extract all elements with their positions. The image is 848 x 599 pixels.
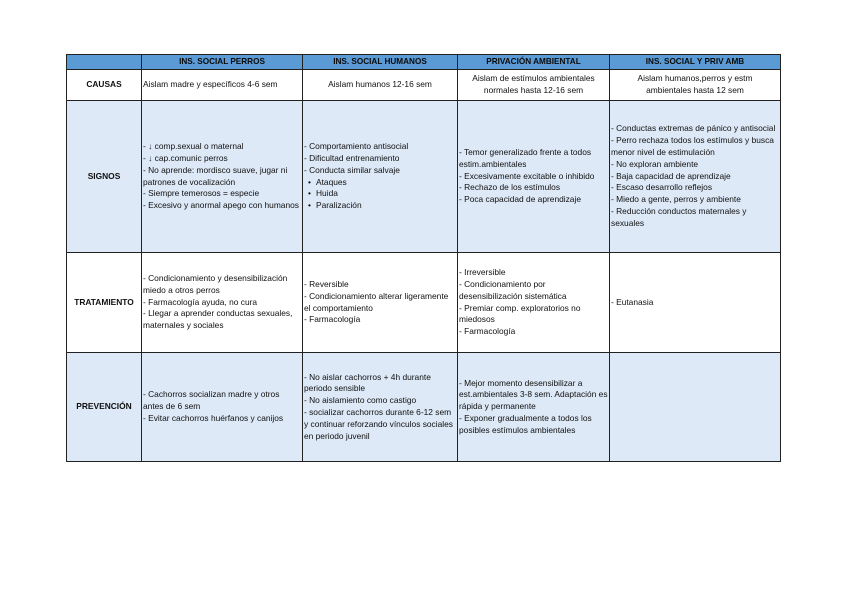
row-tratamiento [67,253,781,353]
cell-prevencion-mixto [610,353,781,462]
header-corner [67,55,142,70]
cell-line: - Evitar cachorros huérfanos y canijos [143,412,284,423]
cell-line: - Conductas extremas de pánico y antisocial [611,123,776,134]
cell-line: - Premiar comp. exploratorios no miedosos [459,302,581,325]
cell-line: - Irreversible [459,267,506,278]
cell-signos-mixto [610,101,781,253]
bullet-item: • Paralización [316,200,456,212]
cell-line: - Rechazo de los estímulos [459,182,561,193]
cell-line: - Temor generalizado frente a todos estim.ambientales [459,147,592,169]
cell-line: Aislam madre y específicos 4-6 sem [143,79,278,90]
cell-line: - No aprende: mordisco suave, jugar ni patrones de vocalización [143,164,288,187]
cell-line: - Excesivamente excitable o inhibido [459,170,595,181]
cell-tratamiento-humanos [303,253,458,353]
cell-line: - Reducción conductos maternales y sexuales [611,205,747,228]
row-signos [67,101,781,253]
row-prevencion [67,353,781,462]
cell-line: - Escaso desarrollo reflejos [611,182,713,193]
cell-prevencion-humanos [303,353,458,462]
cell-prevencion-perros [142,353,303,462]
cell-line: - Farmacología [304,314,361,325]
cell-line: - Comportamiento antisocial [304,141,409,152]
cell-signos-humanos [303,101,458,253]
cell-line: - Condicionamiento alterar ligeramente el comportamiento [304,290,449,313]
cell-line: - Siempre temerosos = especie [143,188,260,199]
cell-line: - Exponer gradualmente a todos los posibles estímulos ambientales [459,412,592,435]
cell-prevencion-privacion [458,353,610,462]
header-ins-social-perros: INS. SOCIAL PERROS [142,55,303,70]
cell-line: - Poca capacidad de aprendizaje [459,194,581,205]
cell-line: Aislam de estímulos ambientales [472,73,595,84]
row-label-signos: SIGNOS [67,101,142,253]
row-label-causas: CAUSAS [67,70,142,101]
cell-line: - Llegar a aprender conductas sexuales, maternales y sociales [143,308,293,331]
cell-line: - Excesivo y anormal apego con humanos [143,200,299,211]
cell-line: - Condicionamiento por desensibilización sistemática [459,278,567,301]
cell-signos-perros [142,101,303,253]
cell-line: - Farmacología [459,326,516,337]
cell-line: - No aislar cachorros + 4h durante periodo sensible [304,371,431,394]
cell-line: Aislam humanos 12-16 sem [328,79,432,90]
header-privacion-ambiental: PRIVACIÓN AMBIENTAL [458,55,610,70]
row-causas [67,70,781,101]
cell-line: - Baja capacidad de aprendizaje [611,170,731,181]
signos-humanos-lines [304,141,456,176]
header-ins-social-priv-amb: INS. SOCIAL Y PRIV AMB [610,55,781,70]
row-label-tratamiento: TRATAMIENTO [67,253,142,353]
cell-line: - Dificultad entrenamiento [304,152,400,163]
header-ins-social-humanos: INS. SOCIAL HUMANOS [303,55,458,70]
signos-humanos-bullets [304,177,456,212]
cell-line: ambientales hasta 12 sem [646,85,744,95]
cell-causas-perros [142,70,303,101]
cell-line: - Eutanasia [611,296,654,307]
cell-signos-privacion [458,101,610,253]
cell-line: - ↓ cap.comunic perros [143,152,228,163]
cell-line: - Conducta similar salvaje [304,164,400,175]
bullet-item: • Huida [316,188,456,200]
row-label-prevencion: PREVENCIÓN [67,353,142,462]
cell-line: - Mejor momento desensibilizar a est.ambientales 3-8 sem. Adaptación es rápida y permanente [459,377,608,412]
cell-line: normales hasta 12-16 sem [483,85,584,95]
cell-causas-humanos [303,70,458,101]
comparison-table [66,54,781,462]
bullet-item: • Ataques [316,177,456,189]
cell-line: - socializar cachorros durante 6-12 sem y continuar reforzando vínculos sociales en periodo juvenil [304,407,453,441]
cell-line: - Perro rechaza todos los estímulos y busca menor nivel de estimulación [611,135,774,157]
cell-line: Aislam humanos,perros y estm [637,73,753,84]
cell-line: - Miedo a gente, perros y ambiente [611,194,741,205]
cell-line: - ↓ comp.sexual o maternal [143,141,244,152]
cell-causas-mixto [610,70,781,101]
cell-line: - No exploran ambiente [611,158,699,169]
cell-line: - Cachorros socializan madre y otros antes de 6 sem [143,389,280,412]
cell-line: - No aislamiento como castigo [304,395,417,406]
header-row [67,55,781,70]
cell-line: - Reversible [304,278,349,289]
cell-tratamiento-privacion [458,253,610,353]
cell-line: - Farmacología ayuda, no cura [143,296,258,307]
cell-tratamiento-mixto [610,253,781,353]
cell-tratamiento-perros [142,253,303,353]
cell-line: - Condicionamiento y desensibilización miedo a otros perros [143,273,288,295]
cell-causas-privacion [458,70,610,101]
